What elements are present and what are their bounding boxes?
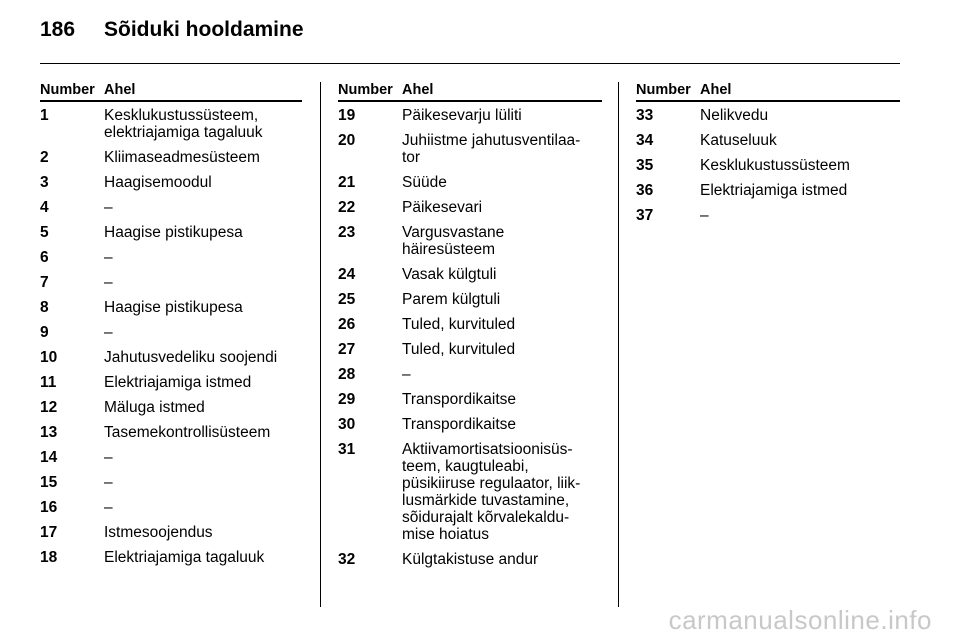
table-row: [338, 107, 602, 124]
header-number: Number: [338, 82, 393, 98]
table-row: [40, 174, 302, 191]
circuit-name: –: [104, 449, 113, 466]
page-header: [40, 18, 900, 42]
fuse-number: 36: [636, 182, 654, 199]
table-row: [636, 207, 900, 224]
table-header: [338, 82, 602, 102]
circuit-name: Parem külgtuli: [402, 291, 501, 308]
table-row: [338, 291, 602, 308]
table-rows: [338, 102, 602, 568]
circuit-name: Katuseluuk: [700, 132, 777, 149]
table-row: [636, 107, 900, 124]
fuse-number: 25: [338, 291, 356, 308]
header-circuit: Ahel: [700, 82, 732, 98]
watermark: carmanualsonline.info: [668, 605, 932, 635]
fuse-number: 11: [40, 374, 57, 391]
circuit-name: Haagise pistikupesa: [104, 224, 243, 241]
header-number: Number: [636, 82, 691, 98]
table-row: [338, 391, 602, 408]
header-number: Number: [40, 82, 95, 98]
fuse-number: 35: [636, 157, 654, 174]
table-row: [338, 266, 602, 283]
table-row: [40, 199, 302, 216]
table-row: [338, 132, 602, 166]
fuse-table-column-1: [40, 82, 302, 574]
fuse-number: 15: [40, 474, 58, 491]
fuse-number: 1: [40, 107, 49, 124]
table-row: [40, 107, 302, 141]
circuit-name: Istmesoojendus: [104, 524, 213, 541]
circuit-name: Haagise pistikupesa: [104, 299, 243, 316]
fuse-table-column-2: [338, 82, 602, 576]
circuit-name: Aktiivamortisatsioonisüs- teem, kaugtuleabi, püsikiiruse regulaator, liik- lusmärkide tuvastamine, sõidurajalt kõrvalekaldu- mise hoiatus: [402, 441, 581, 543]
circuit-name: Elektriajamiga tagaluuk: [104, 549, 265, 566]
table-row: [338, 551, 602, 568]
circuit-name: Transpordikaitse: [402, 391, 517, 408]
table-row: [40, 549, 302, 566]
fuse-number: 17: [40, 524, 58, 541]
fuse-number: 8: [40, 299, 49, 316]
circuit-name: Kliimaseadmesüsteem: [104, 149, 260, 166]
fuse-number: 5: [40, 224, 49, 241]
table-header: [636, 82, 900, 102]
table-row: [636, 132, 900, 149]
circuit-name: Kesklukustussüsteem, elektriajamiga tagaluuk: [104, 107, 263, 141]
table-row: [338, 441, 602, 543]
circuit-name: Tuled, kurvituled: [402, 341, 516, 358]
circuit-name: Päikesevarju lüliti: [402, 107, 522, 124]
table-row: [338, 366, 602, 383]
circuit-name: –: [104, 499, 113, 516]
circuit-name: Elektriajamiga istmed: [700, 182, 848, 199]
table-row: [40, 274, 302, 291]
fuse-number: 14: [40, 449, 58, 466]
table-row: [338, 316, 602, 333]
fuse-number: 2: [40, 149, 49, 166]
header-divider: [40, 63, 900, 64]
circuit-name: Kesklukustussüsteem: [700, 157, 850, 174]
table-row: [40, 499, 302, 516]
circuit-name: Mäluga istmed: [104, 399, 205, 416]
circuit-name: –: [104, 474, 113, 491]
table-row: [40, 224, 302, 241]
fuse-number: 16: [40, 499, 58, 516]
table-row: [40, 424, 302, 441]
circuit-name: –: [104, 249, 113, 266]
circuit-name: Juhiistme jahutusventilaa- tor: [402, 132, 581, 166]
table-rows: [636, 102, 900, 224]
circuit-name: Päikesevari: [402, 199, 483, 216]
circuit-name: –: [700, 207, 709, 224]
table-row: [40, 474, 302, 491]
fuse-number: 37: [636, 207, 654, 224]
fuse-number: 26: [338, 316, 356, 333]
fuse-number: 22: [338, 199, 356, 216]
fuse-number: 34: [636, 132, 654, 149]
fuse-number: 18: [40, 549, 58, 566]
table-row: [338, 224, 602, 258]
table-row: [40, 399, 302, 416]
fuse-number: 7: [40, 274, 49, 291]
circuit-name: Tuled, kurvituled: [402, 316, 516, 333]
table-row: [338, 341, 602, 358]
header-circuit: Ahel: [104, 82, 136, 98]
table-row: [40, 349, 302, 366]
circuit-name: Külgtakistuse andur: [402, 551, 539, 568]
circuit-name: –: [104, 274, 113, 291]
fuse-number: 29: [338, 391, 356, 408]
circuit-name: Transpordikaitse: [402, 416, 517, 433]
table-row: [40, 324, 302, 341]
fuse-number: 23: [338, 224, 356, 241]
page-title: Sõiduki hooldamine: [104, 18, 304, 41]
fuse-number: 33: [636, 107, 654, 124]
fuse-number: 10: [40, 349, 58, 366]
fuse-table-column-3: [636, 82, 900, 232]
table-row: [338, 174, 602, 191]
fuse-number: 19: [338, 107, 356, 124]
circuit-name: Süüde: [402, 174, 447, 191]
table-header: [40, 82, 302, 102]
fuse-number: 4: [40, 199, 49, 216]
fuse-number: 30: [338, 416, 356, 433]
page-number: 186: [40, 18, 76, 41]
circuit-name: –: [104, 324, 113, 341]
table-row: [338, 416, 602, 433]
circuit-name: Haagisemoodul: [104, 174, 212, 191]
fuse-number: 9: [40, 324, 49, 341]
table-row: [40, 149, 302, 166]
column-divider: [618, 82, 619, 607]
circuit-name: Elektriajamiga istmed: [104, 374, 252, 391]
fuse-number: 32: [338, 551, 356, 568]
table-row: [40, 299, 302, 316]
circuit-name: Vasak külgtuli: [402, 266, 497, 283]
circuit-name: Tasemekontrollisüsteem: [104, 424, 271, 441]
fuse-number: 27: [338, 341, 356, 358]
circuit-name: Vargusvastane häiresüsteem: [402, 224, 505, 258]
circuit-name: Jahutusvedeliku soojendi: [104, 349, 278, 366]
table-row: [40, 374, 302, 391]
header-circuit: Ahel: [402, 82, 434, 98]
circuit-name: –: [104, 199, 113, 216]
fuse-number: 3: [40, 174, 49, 191]
table-row: [40, 449, 302, 466]
table-rows: [40, 102, 302, 566]
fuse-number: 24: [338, 266, 356, 283]
column-divider: [320, 82, 321, 607]
table-row: [40, 249, 302, 266]
fuse-number: 21: [338, 174, 356, 191]
fuse-number: 12: [40, 399, 58, 416]
circuit-name: Nelikvedu: [700, 107, 769, 124]
fuse-number: 28: [338, 366, 356, 383]
fuse-number: 6: [40, 249, 49, 266]
table-row: [636, 182, 900, 199]
table-row: [338, 199, 602, 216]
fuse-number: 20: [338, 132, 356, 149]
circuit-name: –: [402, 366, 411, 383]
fuse-number: 13: [40, 424, 58, 441]
table-row: [40, 524, 302, 541]
fuse-number: 31: [338, 441, 356, 458]
table-row: [636, 157, 900, 174]
